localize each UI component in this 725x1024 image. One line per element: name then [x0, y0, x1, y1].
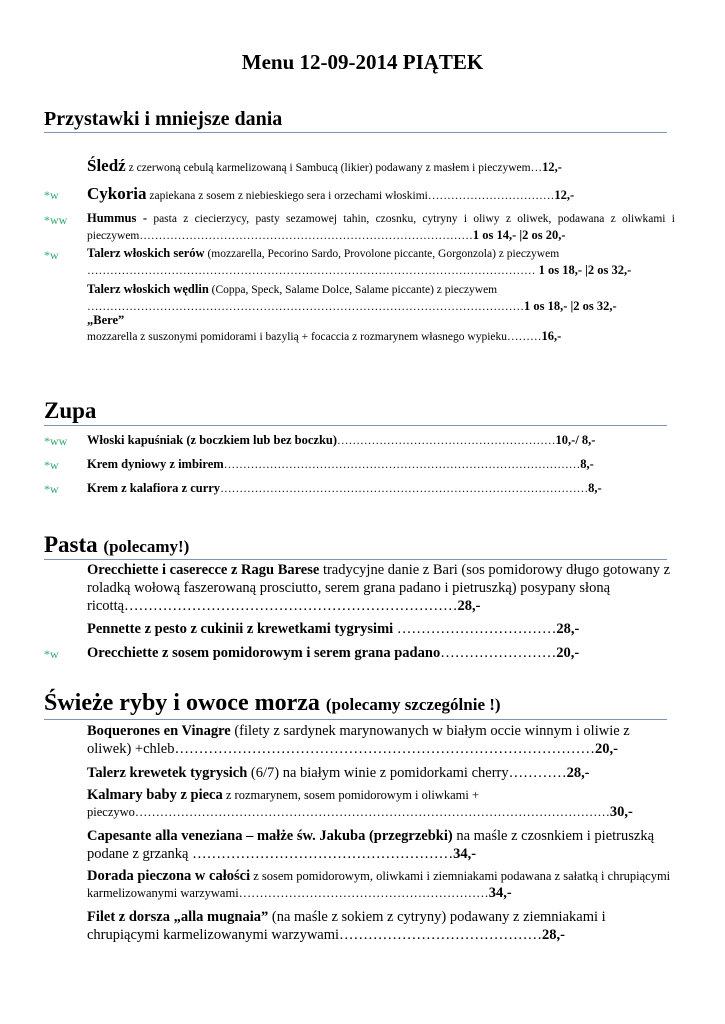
item-dots: ……………………………………………………………………………………: [220, 483, 589, 495]
item-name: Boquerones en Vinagre: [87, 723, 231, 739]
item-desc: (mozzarella, Pecorino Sardo, Provolone piccante, Gorgonzola) z pieczywem ………………………………………………………………………………………………………: [87, 248, 560, 277]
item-desc: tradycyjne danie z Bari (sos pomidorowy długo gotowany z roladką wołową faszerowaną prosciutto, serem grana padano i pietruszką) posypany słoną ricottą……………………………………………………………: [87, 562, 671, 614]
menu-item-pennette-pesto: [87, 620, 675, 638]
item-name: Talerz włoskich wędlin: [87, 282, 209, 296]
item-price: 20,-: [556, 645, 580, 661]
menu-item-kalmary: [87, 787, 675, 821]
item-price: 20,-: [595, 741, 618, 757]
menu-item-sledz: [87, 156, 675, 176]
item-price: 8,-: [588, 481, 602, 495]
item-desc: na maśle z czosnkiem i pietruszką podane z grzanką ………………………………………………: [87, 828, 655, 862]
menu-item-filet-dorsza: [87, 908, 675, 944]
item-name: Talerz krewetek tygrysich: [87, 765, 248, 781]
item-desc: mozzarella z suszonymi pomidorami i bazylią + focaccia z rozmarynem własnego wypieku………: [87, 331, 542, 343]
item-price: 28,-: [542, 927, 566, 943]
menu-item-dorada: [87, 868, 675, 902]
item-name: Krem dyniowy z imbirem: [87, 457, 224, 471]
menu-item-krem-dyniowy: [87, 456, 675, 473]
menu-item-boquerones: [87, 722, 675, 758]
menu-item-orecchiette-sos: [87, 644, 675, 662]
item-price: 1 os 14,- |2 os 20,-: [472, 228, 566, 242]
item-dots: …………………………………………………: [337, 435, 556, 447]
section-title-ryby: [44, 690, 667, 720]
item-name: Pennette z pesto z cukinii z krewetkami tygrysimi: [87, 621, 394, 637]
item-dots: …………………………………………………………………………………: [223, 459, 581, 471]
item-price: 1 os 18,- |2 os 32,-: [535, 263, 632, 277]
item-price: 10,-/ 8,-: [555, 433, 596, 447]
menu-item-bere: [87, 312, 675, 345]
menu-item-talerz-serow: [87, 245, 675, 279]
item-price: 16,-: [541, 329, 562, 343]
item-name: Włoski kapuśniak (z boczkiem lub bez boczku): [87, 433, 338, 447]
vegan-tag: *ww: [44, 213, 68, 227]
item-price: 28,-: [566, 765, 590, 781]
item-name: Orecchiette z sosem pomidorowym i serem grana padano: [87, 645, 441, 661]
section-subtitle: (polecamy!): [103, 537, 190, 556]
item-desc: pasta z ciecierzycy, pasty sezamowej tahin, czosnku, cytryny i oliwy z oliwek, podawana z oliwkami i pieczywem……………………………………………………………………………: [87, 213, 675, 242]
item-name: Orecchiette i caserecce z Ragu Barese: [87, 562, 320, 578]
vegetarian-tag: *w: [44, 458, 59, 472]
item-name: „Bere”: [87, 313, 125, 327]
item-desc: (6/7) na białym winie z pomidorkami cherry…………: [247, 765, 567, 781]
menu-item-capesante: [87, 827, 675, 863]
section-title-text: Pasta: [44, 532, 98, 557]
item-name: Talerz włoskich serów: [87, 246, 205, 260]
menu-title: Menu 12-09-2014 PIĄTEK: [241, 50, 484, 74]
item-name: Dorada pieczona w całości: [87, 868, 251, 884]
item-price: 28,-: [457, 598, 481, 614]
item-desc: ……………………………: [393, 621, 557, 637]
item-price: 34,-: [488, 885, 512, 901]
item-name: Filet z dorsza „alla mugnaia”: [87, 909, 269, 925]
item-name: Śledź: [87, 156, 126, 175]
item-desc: z czerwoną cebulą karmelizowaną i Sambucą (likier) podawany z masłem i pieczywem…: [125, 162, 543, 174]
menu-item-cykoria: [87, 184, 675, 204]
item-price: 12,-: [554, 188, 575, 202]
section-title-przystawki: Przystawki i mniejsze dania: [44, 108, 667, 133]
section-subtitle: (polecamy szczególnie !): [325, 695, 501, 714]
item-name: Kalmary baby z pieca: [87, 787, 223, 803]
item-desc: ……………………: [440, 645, 557, 661]
item-price: 28,-: [556, 621, 580, 637]
menu-item-talerz-wedlin: [87, 281, 675, 315]
item-name: Krem z kalafiora z curry: [87, 481, 221, 495]
item-price: 30,-: [609, 804, 633, 820]
menu-item-hummus: [87, 210, 675, 244]
item-name: Cykoria: [87, 184, 147, 203]
menu-item-kapusniak: [87, 432, 675, 449]
item-desc: (na maśle z sokiem z cytryny) podawany z ziemniakami i chrupiącymi karmelizowanymi warzywami……………………………………: [87, 909, 606, 943]
item-price: 12,-: [542, 160, 562, 174]
menu-item-talerz-krewetek: [87, 764, 675, 782]
vegetarian-tag: *w: [44, 482, 59, 496]
item-price: 8,-: [580, 457, 594, 471]
item-desc: zapiekana z sosem z niebieskiego sera i orzechami włoskimi……………………………: [146, 190, 555, 202]
item-desc: (filety z sardynek marynowanych w białym occie winnym i oliwie z oliwek) +chleb……………………………………………………………………………: [87, 723, 630, 757]
vegetarian-tag: *w: [44, 188, 59, 202]
vegetarian-tag: *w: [44, 647, 59, 661]
item-desc: (Coppa, Speck, Salame Dolce, Salame piccante) z pieczywem ……………………………………………………………………………………………………: [87, 284, 524, 313]
item-price: 34,-: [453, 846, 477, 862]
section-title-pasta: [44, 532, 667, 560]
menu-item-orecchiette-ragu: [87, 561, 675, 615]
item-price: 1 os 18,- |2 os 32,-: [524, 299, 617, 313]
vegan-tag: *ww: [44, 434, 68, 448]
item-name: Capesante alla veneziana – małże św. Jakuba (przegrzebki): [87, 828, 453, 844]
vegetarian-tag: *w: [44, 248, 59, 262]
menu-item-krem-kalafiora: [87, 480, 675, 497]
section-title-text: Świeże ryby i owoce morza: [44, 690, 320, 716]
item-desc: z rozmarynem, sosem pomidorowym i oliwkami + pieczywo……………………………………………………………………………………………………: [87, 788, 610, 819]
item-name: Hummus -: [87, 211, 148, 225]
item-desc: z sosem pomidorowym, oliwkami i ziemniakami podawana z sałatką i chrupiącymi karmelizowanymi warzywami……………………………………………………: [87, 869, 671, 900]
section-title-zupa: Zupa: [44, 398, 667, 426]
